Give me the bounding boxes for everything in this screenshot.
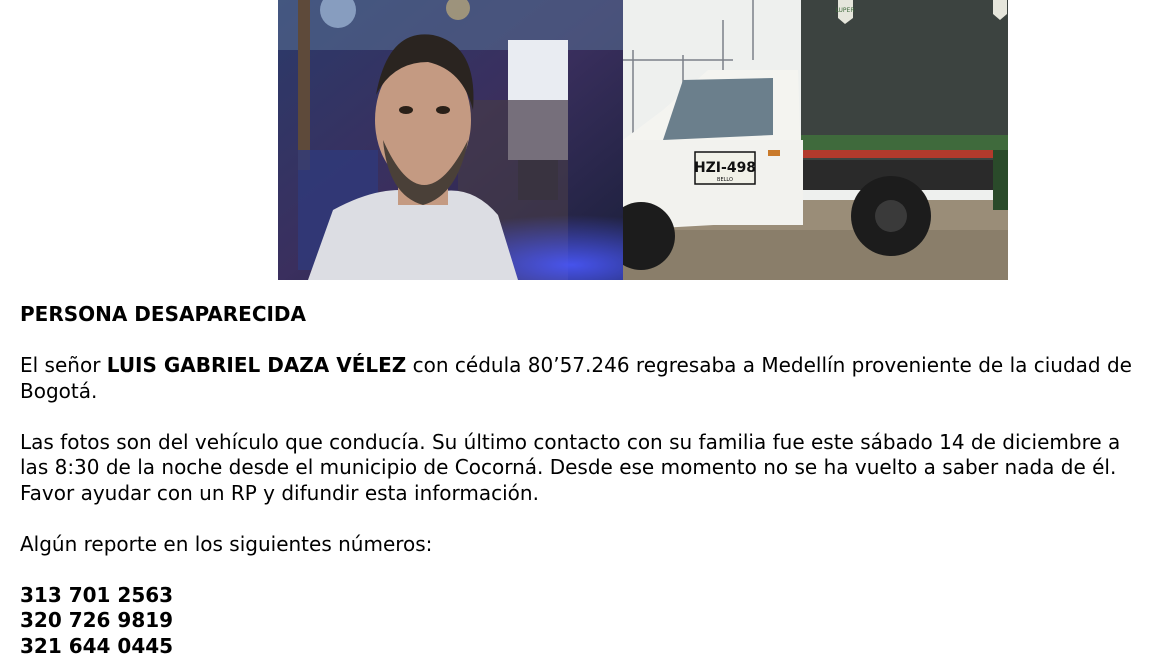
notice-paragraph-details: Las fotos son del vehículo que conducía. Su último contacto con su familia fue este sábado 14 de diciembre a las 8:30 de la noche desde el municipio de Cocorná. Desde ese momento no se ha vuelto a saber nada de él. Favor ayudar con un RP y difundir esta información. (20, 429, 1121, 505)
canopy-brand-text: LUPER (835, 7, 855, 14)
person-selfie-image (278, 0, 623, 280)
truck-image (623, 0, 1008, 280)
plate-number: HZI-498 (693, 160, 757, 176)
notice-body (20, 302, 1140, 659)
phone-number: 313 701 2563 (20, 582, 174, 607)
phone-number: 321 644 0445 (20, 633, 174, 658)
plate-city: BELLO (717, 177, 733, 183)
missing-person-photo (278, 0, 623, 280)
notice-heading: PERSONA DESAPARECIDA (20, 302, 307, 326)
phone-list (20, 583, 1140, 660)
vehicle-photo (623, 0, 1008, 280)
notice-paragraph-report: Algún reporte en los siguientes números: (20, 531, 433, 556)
phone-number: 320 726 9819 (20, 608, 174, 632)
notice-paragraph-identity (20, 353, 1140, 404)
photo-strip (278, 0, 1008, 280)
missing-person-name: LUIS GABRIEL DAZA VÉLEZ (106, 353, 407, 377)
identity-prefix: El señor (20, 353, 107, 377)
identity-suffix: con cédula 80’57.246 regresaba a Medellín proveniente de la ciudad de Bogotá. (20, 353, 1132, 403)
